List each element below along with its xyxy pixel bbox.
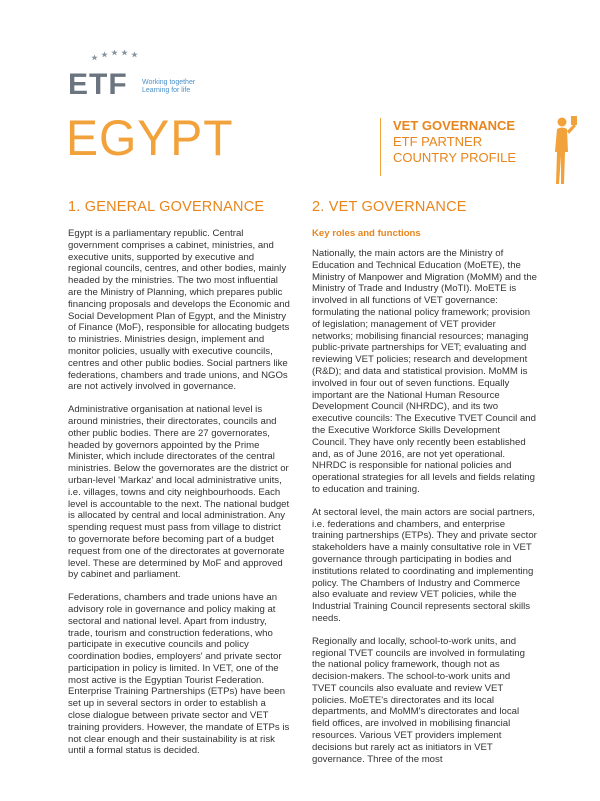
logo-tagline-line-2: Learning for life — [142, 87, 191, 94]
paragraph: Administrative organisation at national level is around ministries, their directorates, councils and other public bodies. There are 27 governorates, headed by governors appointed by the Prime Minister, which include directorates of the central ministries. Below the governorates are the district or urban-level 'Markaz' and local administrative units, i.e. villages, towns and city neighbourhoods. Each level is accountable to the next. The national budget is allocated by central and local administration. Any spending request must pass from village to district to governorate before becoming part of a budget request from one of the directorates at governorate level. These are determined by MoF and approved by cabinet and parliament. — [68, 404, 290, 581]
vet-governance-column — [312, 198, 537, 776]
general-governance-column — [68, 198, 290, 768]
paragraph: Nationally, the main actors are the Ministry of Education and Technical Education (MoETE), the Ministry of Manpower and Migration (MoMM) and the Ministry of Trade and Industry (MoTI). MoETE is involved in all functions of VET governance: formulating the national policy framework; provision of legislation; management of VET provider networks; mobilising financial resources; managing public-private partnerships for VET; evaluating and reviewing VET policies; research and development (R&D); and data and statistical provision. MoMM is involved in four out of seven functions. Equally important are the National Human Resource Development Council (NHRDC), and its two executive councils: The Executive TVET Council and the Executive Workforce Skills Development Council. They have only recently been established and, as of June 2016, are not yet operational. NHRDC is responsible for national policies and operational strategies for all levels and fields relating to education and training. — [312, 248, 538, 495]
paragraph: At sectoral level, the main actors are social partners, i.e. federations and chambers, and enterprise training partnerships (ETPs). They and private sector stakeholders have a mainly consultative role in VET governance through participating in bodies and institutions related to coordinating and implementing policy. The Chambers of Industry and Commerce also evaluate and review VET policies, while the Industrial Training Council represents sectoral skills needs. — [312, 506, 537, 624]
logo-tagline-line-1: Working together — [142, 79, 196, 86]
etf-logo — [68, 50, 208, 110]
logo-text: ETF — [68, 68, 128, 101]
country-title: EGYPT — [66, 110, 234, 166]
paragraph: Regionally and locally, school-to-work units, and regional TVET councils are involved in formulating the national policy framework, though not as decision-makers. The school-to-work units and TVET councils also evaluate and review VET policies. MoETE's directorates and its local departments, and MoMM's directorates and local field offices, are involved in mobilising financial resources. Various VET providers implement decisions but rarely act as initiators in VET governance. Three of the most — [312, 635, 525, 765]
title-banner — [0, 110, 600, 180]
section-label: VET GOVERNANCE — [393, 118, 516, 133]
subtitle-line-2: COUNTRY PROFILE — [393, 150, 517, 165]
subtitle-line-1: ETF PARTNER — [393, 134, 483, 149]
divider — [380, 118, 381, 176]
paragraph: Federations, chambers and trade unions have an advisory role in governance and policy making at sectoral and national level. Apart from industry, trade, tourism and construction federations, who participate in executive councils and policy coordination bodies, employers' and private sector participation in policy is limited. In VET, one of the most active is the Egyptian Tourist Federation. Enterprise Training Partnerships (ETPs) have been set up in several sectors in order to establish a close dialogue between private sector and VET training providers. However, the mandate of ETPs is not clear enough and their sustainability is at risk until a formal status is decided. — [68, 592, 290, 757]
person-with-book-icon — [548, 114, 578, 186]
subsection-heading: Key roles and functions — [312, 228, 421, 239]
logo-tagline — [142, 79, 195, 95]
stars-icon — [90, 50, 160, 70]
section-heading: 2. VET GOVERNANCE — [312, 199, 467, 215]
section-heading: 1. GENERAL GOVERNANCE — [68, 199, 265, 215]
paragraph: Egypt is a parliamentary republic. Central government comprises a cabinet, ministries, and executive units, supported by executive and regional councils, centres, and other bodies, mainly headed by the ministries. The two most influential are the Ministry of Planning, which prepares public financing proposals and develops the Economic and Social Development Plan of Egypt, and the Ministry of Finance (MoF), responsible for allocating budgets to ministries. Ministries design, implement and monitor policies, usually with executive councils, centres and other public bodies. Social partners like federations, chambers and trade unions, and NGOs are not actively involved in governance. — [68, 228, 290, 393]
